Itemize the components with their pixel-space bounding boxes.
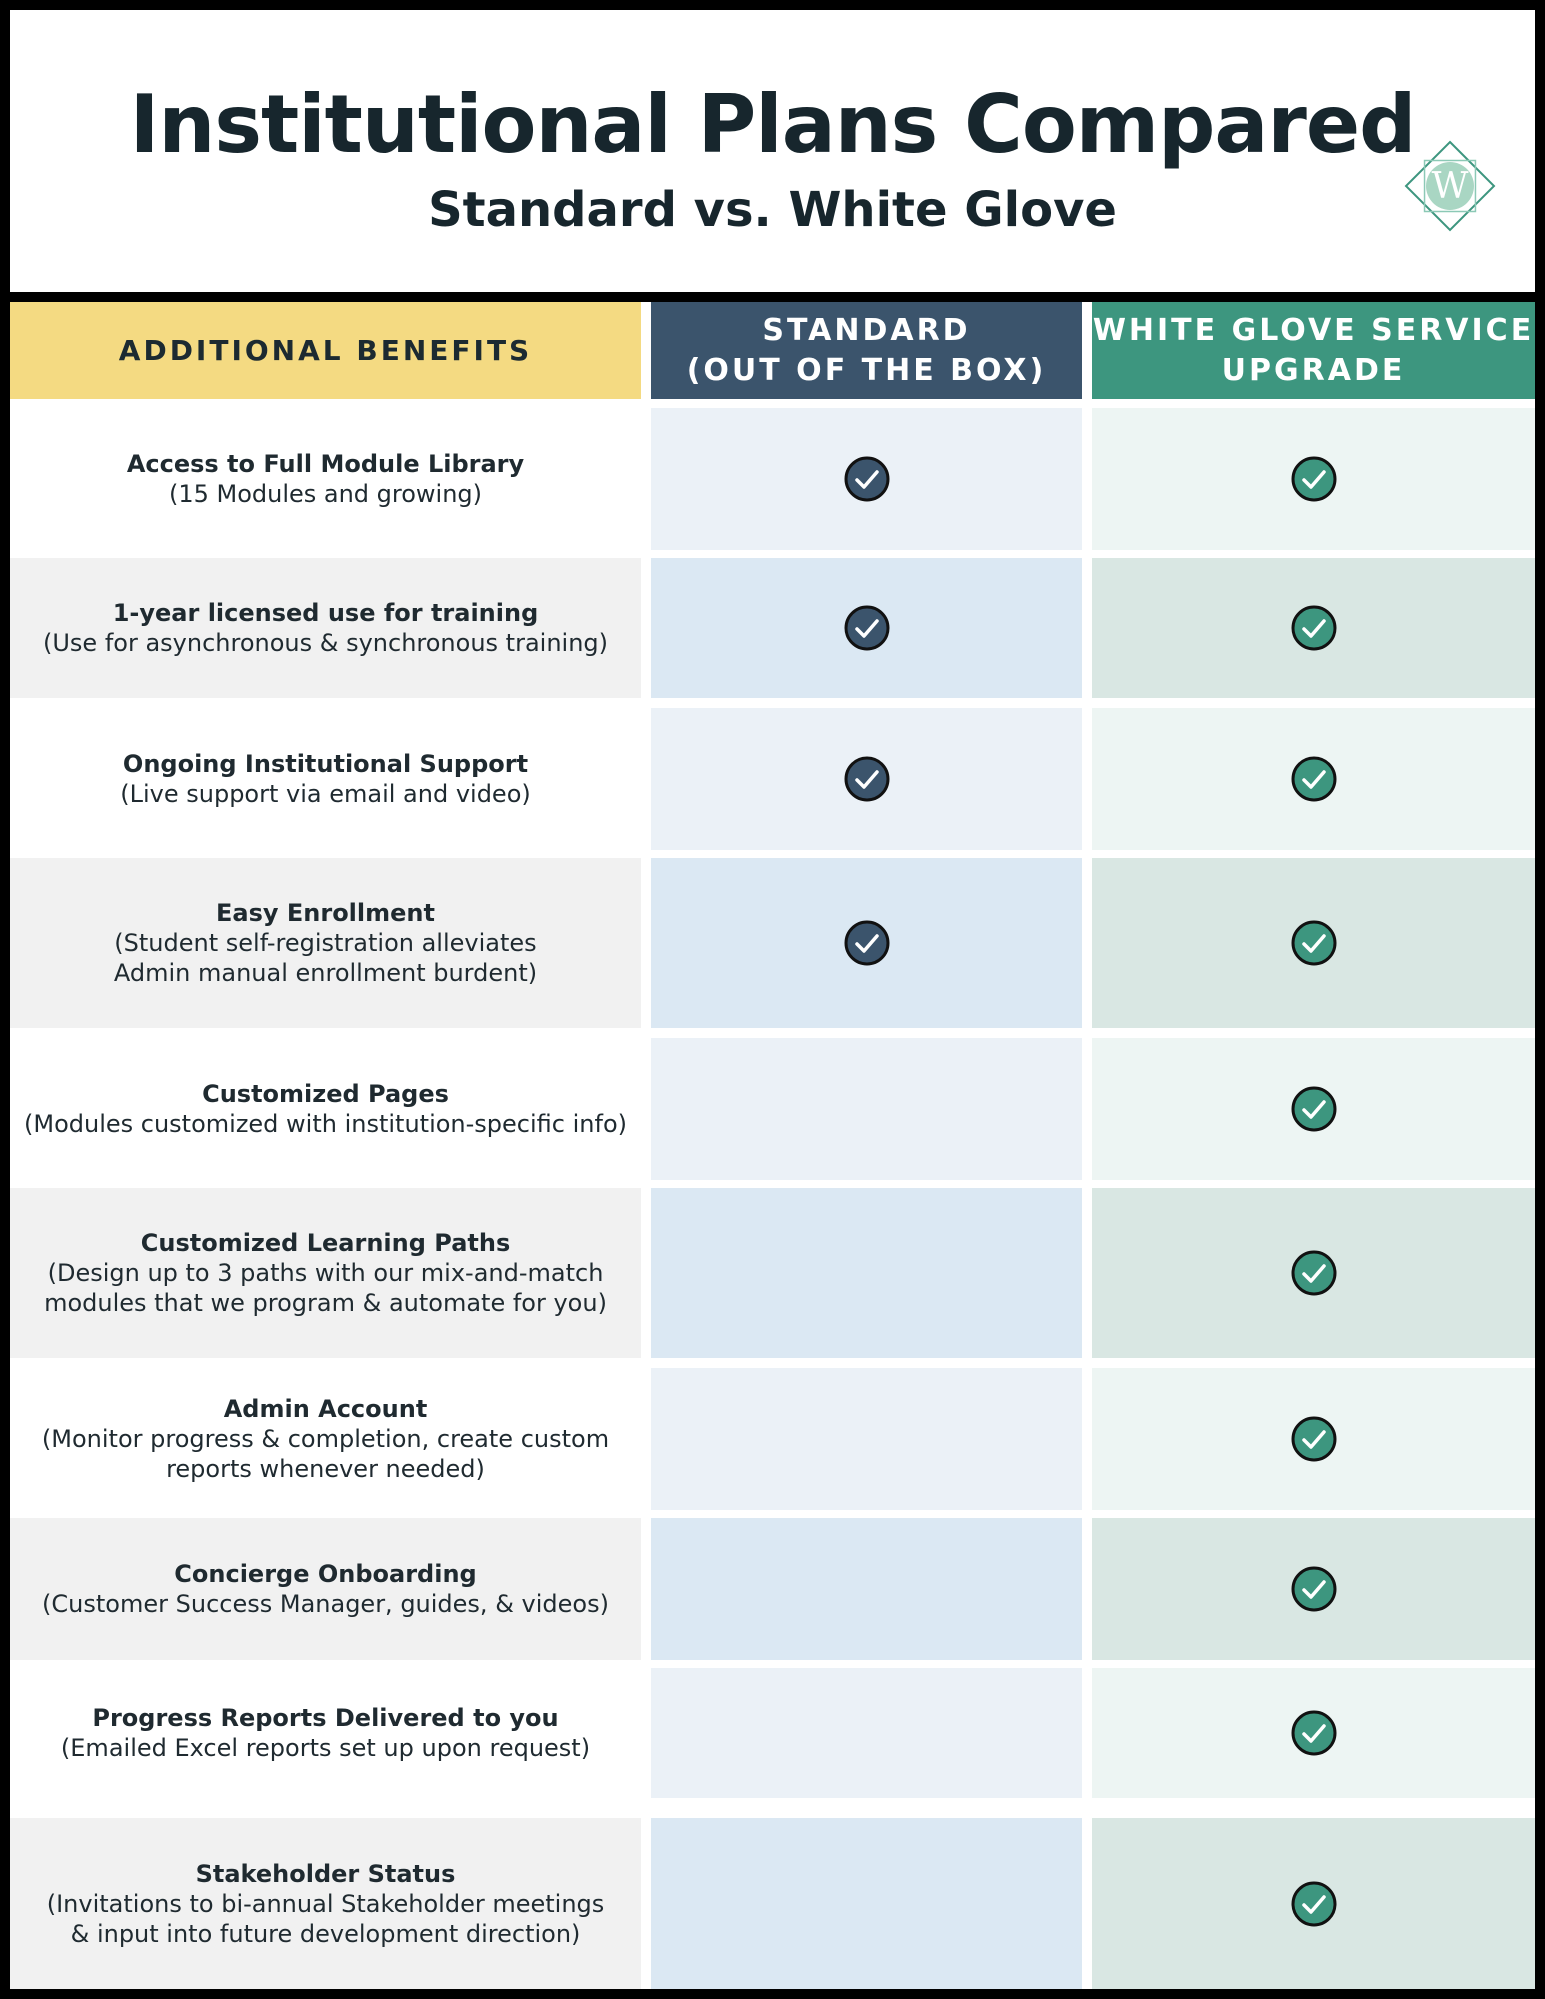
benefit-cell bbox=[10, 558, 641, 698]
white-glove-check-icon bbox=[1290, 1565, 1338, 1613]
standard-check-icon bbox=[843, 455, 891, 503]
standard-check-icon bbox=[843, 919, 891, 967]
white-glove-cell bbox=[1092, 558, 1535, 698]
benefit-title: 1-year licensed use for training bbox=[112, 599, 539, 627]
page-header bbox=[10, 10, 1535, 292]
standard-cell bbox=[651, 1818, 1082, 1989]
benefit-title: Easy Enrollment bbox=[216, 899, 435, 927]
benefit-cell bbox=[10, 858, 641, 1028]
white-glove-check-icon bbox=[1290, 1415, 1338, 1463]
benefit-description: (Use for asynchronous & synchronous training) bbox=[42, 629, 609, 657]
benefit-description: (Monitor progress & completion, create custom reports whenever needed) bbox=[41, 1425, 610, 1483]
benefit-title: Progress Reports Delivered to you bbox=[92, 1704, 559, 1732]
white-glove-check-icon bbox=[1290, 455, 1338, 503]
standard-cell bbox=[651, 708, 1082, 850]
benefit-title: Ongoing Institutional Support bbox=[122, 750, 529, 778]
column-header-benefits: ADDITIONAL BENEFITS bbox=[10, 302, 641, 399]
white-glove-cell bbox=[1092, 408, 1535, 550]
white-glove-cell bbox=[1092, 1188, 1535, 1358]
column-header-white-glove: WHITE GLOVE SERVICE UPGRADE bbox=[1092, 302, 1535, 399]
benefit-description: (Emailed Excel reports set up upon request) bbox=[60, 1734, 591, 1762]
standard-check-icon bbox=[843, 604, 891, 652]
benefit-cell bbox=[10, 1038, 641, 1180]
white-glove-cell bbox=[1092, 1818, 1535, 1989]
white-glove-check-icon bbox=[1290, 919, 1338, 967]
benefit-title: Concierge Onboarding bbox=[174, 1560, 477, 1588]
white-glove-cell bbox=[1092, 1368, 1535, 1510]
benefit-cell bbox=[10, 1518, 641, 1660]
white-glove-check-icon bbox=[1290, 1709, 1338, 1757]
benefit-description: (Modules customized with institution-specific info) bbox=[24, 1110, 627, 1138]
benefit-cell bbox=[10, 408, 641, 550]
standard-cell bbox=[651, 1188, 1082, 1358]
standard-cell bbox=[651, 1668, 1082, 1798]
benefit-title: Admin Account bbox=[223, 1395, 428, 1423]
standard-cell bbox=[651, 408, 1082, 550]
standard-cell bbox=[651, 1038, 1082, 1180]
white-glove-cell bbox=[1092, 1518, 1535, 1660]
column-header-standard: STANDARD (OUT OF THE BOX) bbox=[651, 302, 1082, 399]
benefit-title: Customized Learning Paths bbox=[140, 1229, 511, 1257]
benefit-cell bbox=[10, 708, 641, 850]
white-glove-cell bbox=[1092, 1668, 1535, 1798]
standard-cell bbox=[651, 1368, 1082, 1510]
benefit-description: (Customer Success Manager, guides, & videos) bbox=[42, 1590, 609, 1618]
benefit-title: Access to Full Module Library bbox=[126, 450, 525, 478]
benefit-description: (Student self-registration alleviates Admin manual enrollment burdent) bbox=[113, 929, 538, 987]
comparison-table bbox=[10, 302, 1535, 1989]
logo-letter: W bbox=[1431, 166, 1469, 207]
logo-icon bbox=[1402, 138, 1498, 234]
page-subtitle: Standard vs. White Glove bbox=[428, 182, 1117, 238]
benefit-description: (Design up to 3 paths with our mix-and-match modules that we program & automate for you) bbox=[44, 1259, 607, 1317]
benefit-cell bbox=[10, 1668, 641, 1798]
white-glove-check-icon bbox=[1290, 604, 1338, 652]
benefit-cell bbox=[10, 1188, 641, 1358]
white-glove-check-icon bbox=[1290, 1085, 1338, 1133]
white-glove-check-icon bbox=[1290, 1249, 1338, 1297]
standard-check-icon bbox=[843, 755, 891, 803]
white-glove-cell bbox=[1092, 1038, 1535, 1180]
page-title: Institutional Plans Compared bbox=[129, 78, 1416, 171]
standard-cell bbox=[651, 1518, 1082, 1660]
standard-cell bbox=[651, 558, 1082, 698]
white-glove-cell bbox=[1092, 858, 1535, 1028]
white-glove-cell bbox=[1092, 708, 1535, 850]
benefit-description: (15 Modules and growing) bbox=[168, 480, 483, 508]
benefit-description: (Live support via email and video) bbox=[120, 780, 531, 808]
benefit-description: (Invitations to bi-annual Stakeholder meetings & input into future development direction) bbox=[46, 1889, 605, 1948]
white-glove-check-icon bbox=[1290, 755, 1338, 803]
benefit-title: Stakeholder Status bbox=[195, 1859, 456, 1888]
benefit-cell bbox=[10, 1818, 641, 1989]
benefit-title: Customized Pages bbox=[202, 1080, 449, 1108]
white-glove-check-icon bbox=[1290, 1880, 1338, 1928]
standard-cell bbox=[651, 858, 1082, 1028]
benefit-cell bbox=[10, 1368, 641, 1510]
